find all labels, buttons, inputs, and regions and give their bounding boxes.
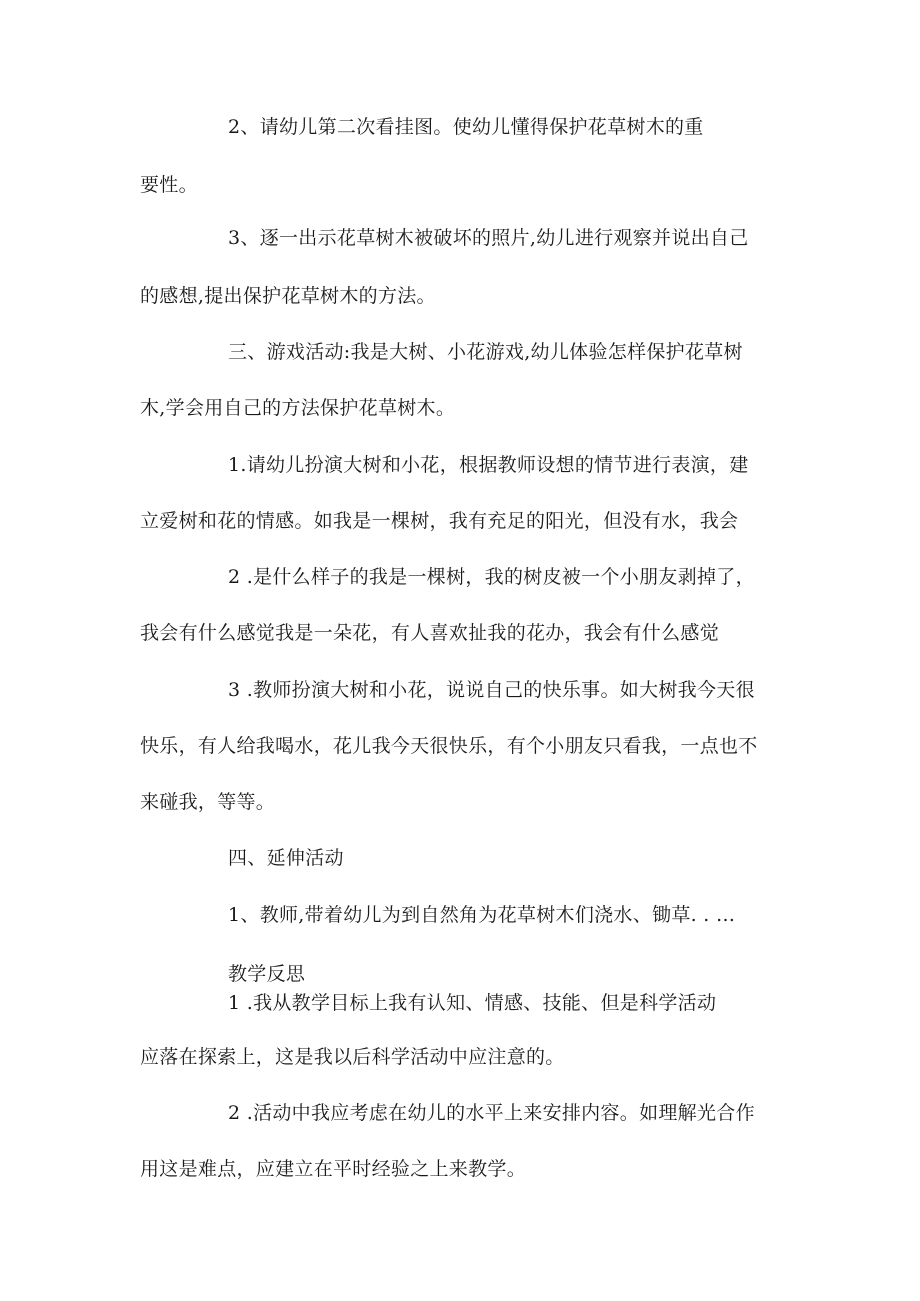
paragraph-line: 的感想,提出保护花草树木的方法。 xyxy=(140,285,436,307)
section-heading: 四、延伸活动 xyxy=(228,847,344,869)
paragraph-line: 木,学会用自己的方法保护花草树木。 xyxy=(140,397,456,419)
paragraph-line: 2 .是什么样子的我是一棵树，我的树皮被一个小朋友剥掉了， xyxy=(228,566,755,588)
paragraph-line: 1 .我从教学目标上我有认知、情感、技能、但是科学活动 xyxy=(228,992,717,1014)
paragraph-line: 来碰我，等等。 xyxy=(140,791,276,813)
paragraph-line: 3 .教师扮演大树和小花，说说自己的快乐事。如大树我今天很 xyxy=(228,679,755,701)
paragraph-line: 快乐，有人给我喝水，花儿我今天很快乐，有个小朋友只看我，一点也不 xyxy=(140,735,758,757)
paragraph-line: 要性。 xyxy=(140,174,198,196)
paragraph-line: 1.请幼儿扮演大树和小花，根据教师设想的情节进行表演，建 xyxy=(228,454,749,476)
paragraph-line: 3、逐一出示花草树木被破坏的照片,幼儿进行观察并说出自己 xyxy=(228,227,749,249)
paragraph-line: 三、游戏活动:我是大树、小花游戏,幼儿体验怎样保护花草树 xyxy=(228,341,743,363)
paragraph-line: 立爱树和花的情感。如我是一棵树，我有充足的阳光，但没有水，我会 xyxy=(140,510,739,532)
paragraph-line: 用这是难点，应建立在平时经验之上来教学。 xyxy=(140,1158,527,1180)
paragraph-line: 1、教师,带着幼儿为到自然角为花草树木们浇水、锄草. . … xyxy=(228,904,736,926)
section-heading: 教学反思 xyxy=(228,963,306,985)
paragraph-line: 应落在探索上，这是我以后科学活动中应注意的。 xyxy=(140,1046,565,1068)
paragraph-line: 2、请幼儿第二次看挂图。使幼儿懂得保护花草树木的重 xyxy=(228,116,704,138)
paragraph-line: 我会有什么感觉我是一朵花，有人喜欢扯我的花办，我会有什么感觉 xyxy=(140,622,720,644)
paragraph-line: 2 .活动中我应考虑在幼儿的水平上来安排内容。如理解光合作 xyxy=(228,1102,755,1124)
